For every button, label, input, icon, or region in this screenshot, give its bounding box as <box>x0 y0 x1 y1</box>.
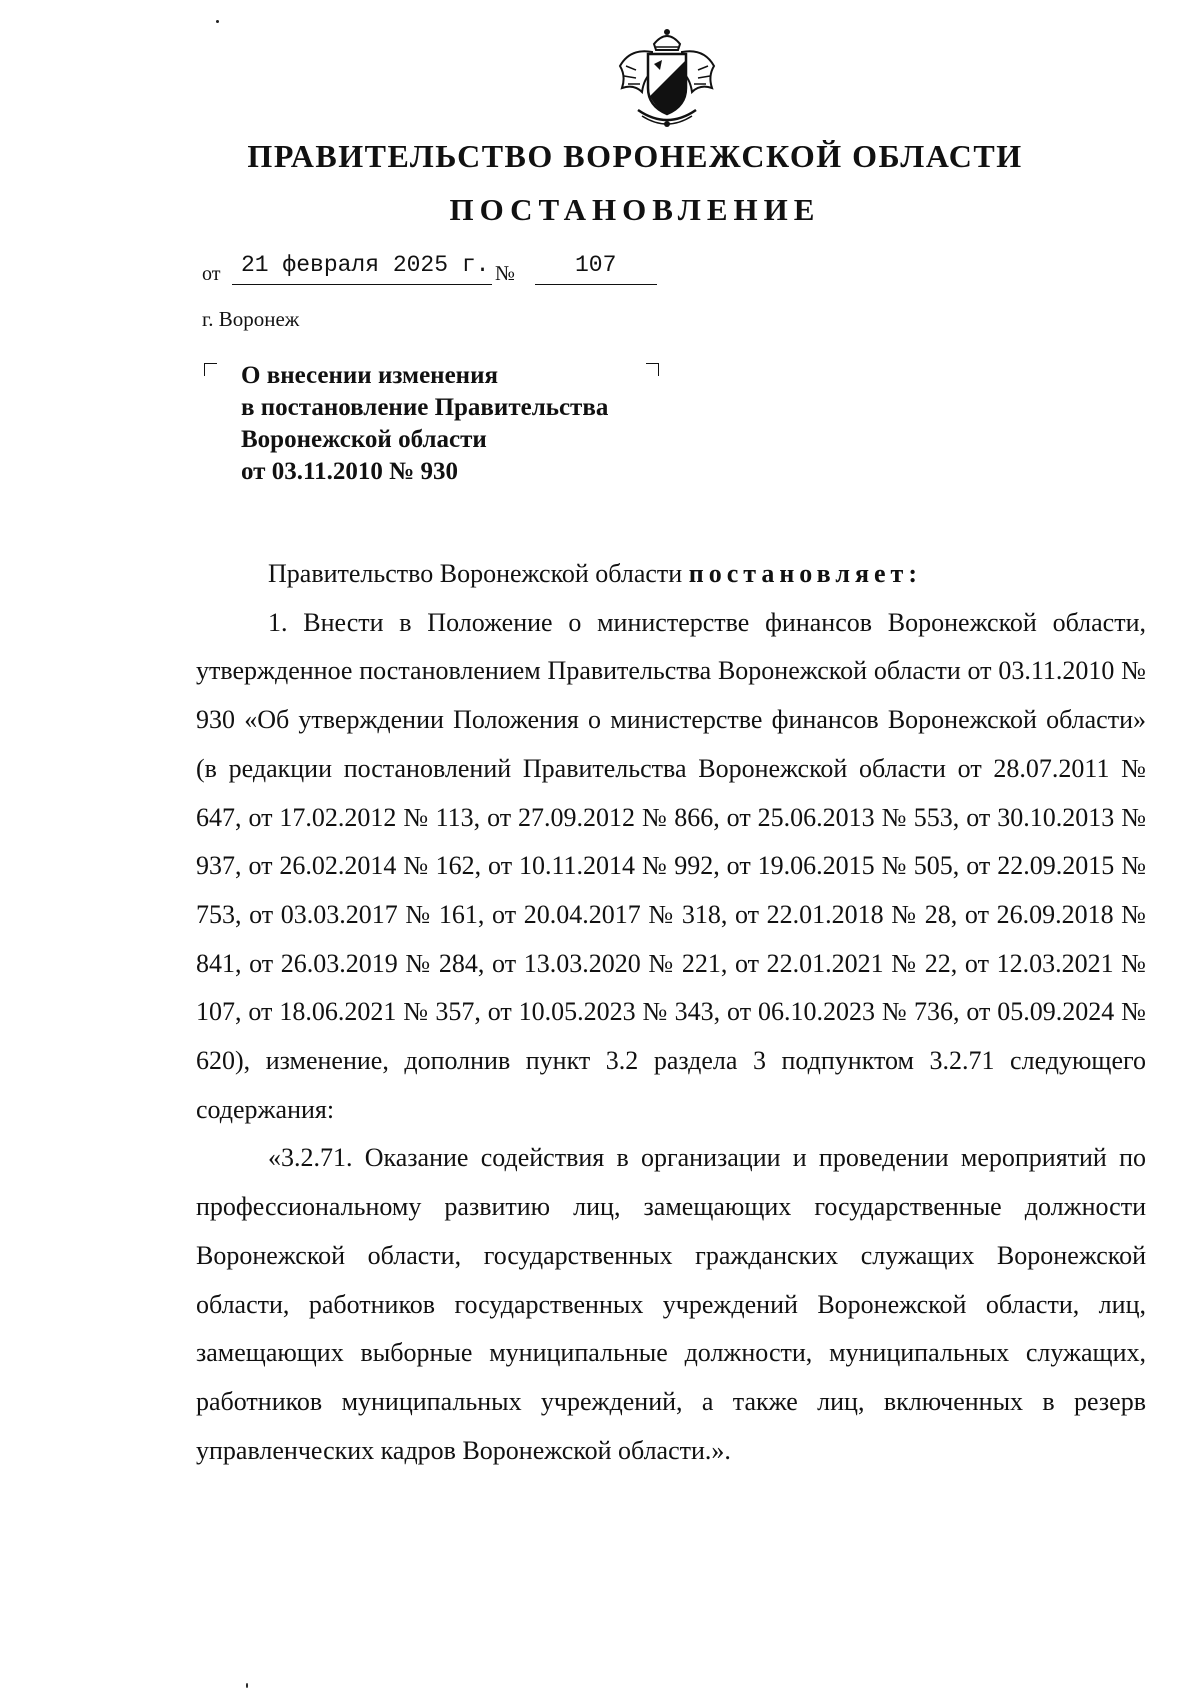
subject-line: Воронежской области <box>241 426 487 453</box>
subject-line: от 03.11.2010 № 930 <box>241 458 458 485</box>
intro-text: Правительство Воронежской области <box>268 559 689 588</box>
scan-speck <box>246 1683 248 1688</box>
government-title: ПРАВИТЕЛЬСТВО ВОРОНЕЖСКОЙ ОБЛАСТИ <box>247 138 1023 174</box>
item-1-quote-paragraph: «3.2.71. Оказание содействия в организации и проведении мероприятий по профессиональному развитию лиц, замещающих государственные должности Воронежской области, государственных гражданских служащих Воронежской области, работников государственных учреждений Воронежской области, лиц, замещающих выборные муниципальные должности, муниципальных служащих, работников муниципальных учреждений, а также лиц, включенных в резерв управленческих кадров Воронежской области.». <box>196 1143 1146 1465</box>
voronezh-coat-of-arms-icon <box>612 26 722 130</box>
decree-word: постановляет: <box>688 559 922 588</box>
document-date: 21 февраля 2025 г. <box>241 252 490 278</box>
number-label: № <box>495 261 516 285</box>
document-subject <box>241 360 608 488</box>
date-prefix: от <box>202 263 221 285</box>
document-body <box>196 550 1146 1475</box>
document-type-heading: ПОСТАНОВЛЕНИЕ <box>449 192 821 227</box>
subject-bracket-left <box>204 363 217 376</box>
item-1-paragraph: 1. Внести в Положение о министерстве финансов Воронежской области, утвержденное постановлением Правительства Воронежской области от 03.11.2010 № 930 «Об утверждении Положения о министерстве финансов Воронежской области» (в редакции постановлений Правительства Воронежской области от 28.07.2011 № 647, от 17.02.2012 № 113, от 27.09.2012 № 866, от 25.06.2013 № 553, от 30.10.2013 № 937, от 26.02.2014 № 162, от 10.11.2014 № 992, от 19.06.2015 № 505, от 22.09.2015 № 753, от 03.03.2017 № 161, от 20.04.2017 № 318, от 22.01.2018 № 28, от 26.09.2018 № 841, от 26.03.2019 № 284, от 13.03.2020 № 221, от 22.01.2021 № 22, от 12.03.2021 № 107, от 18.06.2021 № 357, от 10.05.2023 № 343, от 06.10.2023 № 736, от 05.09.2024 № 620), изменение, дополнив пункт 3.2 раздела 3 подпунктом 3.2.71 следующего содержания: <box>196 607 1146 1124</box>
intro-paragraph <box>196 550 1146 599</box>
subject-line: в постановление Правительства <box>241 394 609 421</box>
scan-speck <box>216 20 219 23</box>
date-underline <box>232 284 492 285</box>
number-underline <box>535 284 657 285</box>
city-label: г. Воронеж <box>202 307 300 331</box>
subject-line: О внесении изменения <box>241 362 499 389</box>
subject-bracket-right <box>646 363 659 376</box>
document-number: 107 <box>575 252 617 278</box>
